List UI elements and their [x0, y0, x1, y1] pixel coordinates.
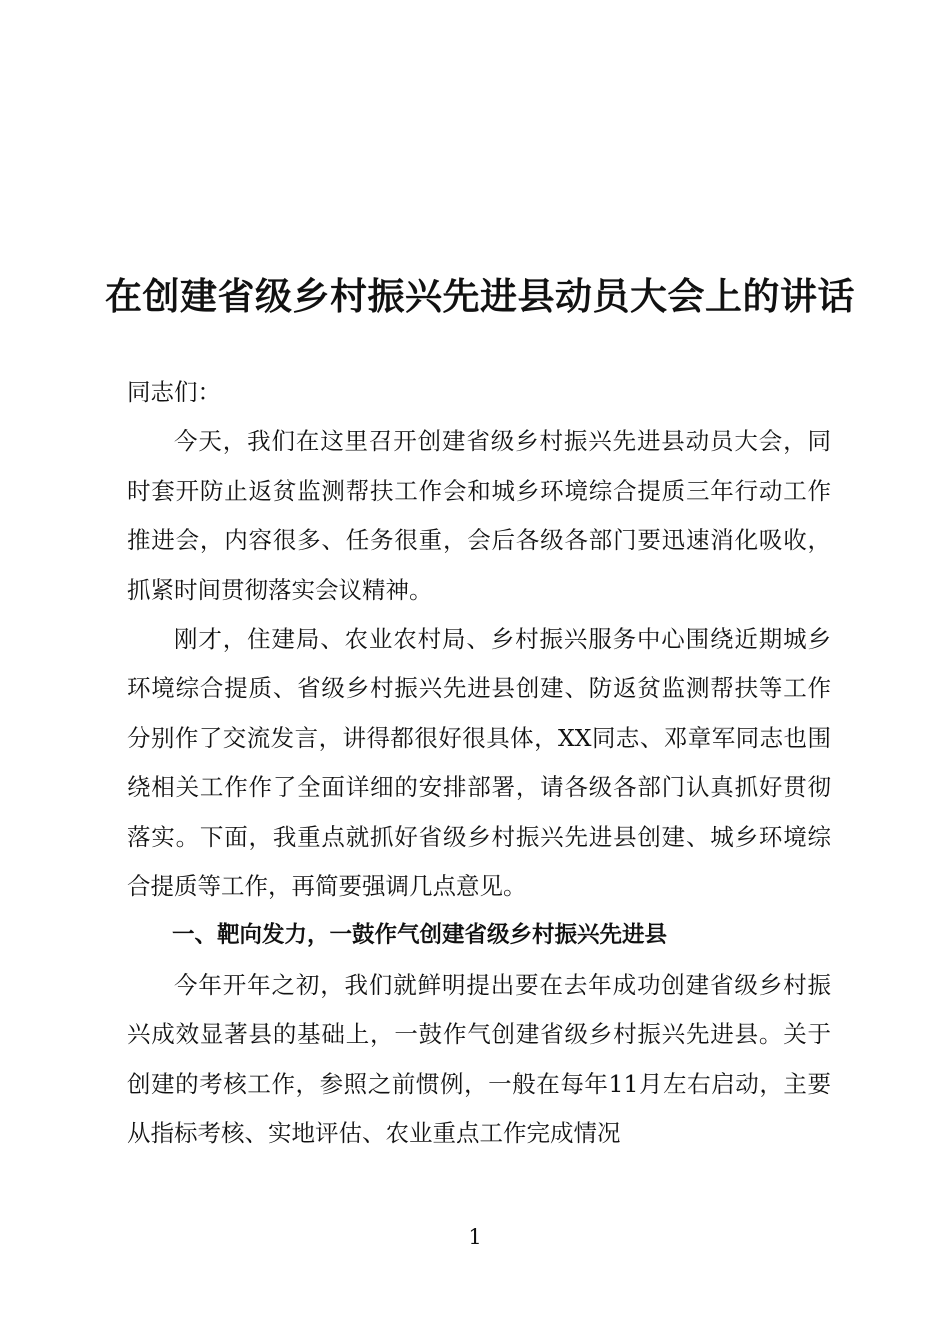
- page-number: 1: [468, 1225, 482, 1249]
- paragraph-summary: 刚才，住建局、农业农村局、乡村振兴服务中心围绕近期城乡环境综合提质、省级乡村振兴先进县创建、防返贫监测帮扶等工作分别作了交流发言，讲得都很好很具体，XX同志、邓章军同志也围绕相关工作作了全面详细的安排部署，请各级各部门认真抓好贯彻落实。下面，我重点就抓好省级乡村振兴先进县创建、城乡环境综合提质等工作，再简要强调几点意见。: [127, 625, 831, 901]
- document-body: [127, 368, 831, 1159]
- paragraph-opening: 今天，我们在这里召开创建省级乡村振兴先进县动员大会，同时套开防止返贫监测帮扶工作会和城乡环境综合提质三年行动工作推进会，内容很多、任务很重，会后各级各部门要迅速消化吸收，抓紧时间贯彻落实会议精神。: [127, 427, 831, 604]
- document-title: 在创建省级乡村振兴先进县动员大会上的讲话: [105, 274, 855, 318]
- section-1-paragraph: 今年开年之初，我们就鲜明提出要在去年成功创建省级乡村振兴成效显著县的基础上，一鼓作气创建省级乡村振兴先进县。关于创建的考核工作，参照之前惯例，一般在每年11月左右启动，主要从指标考核、实地评估、农业重点工作完成情况: [127, 970, 831, 1148]
- salutation: 同志们：: [127, 378, 221, 406]
- section-heading-1: 一、靶向发力，一鼓作气创建省级乡村振兴先进县: [172, 922, 668, 949]
